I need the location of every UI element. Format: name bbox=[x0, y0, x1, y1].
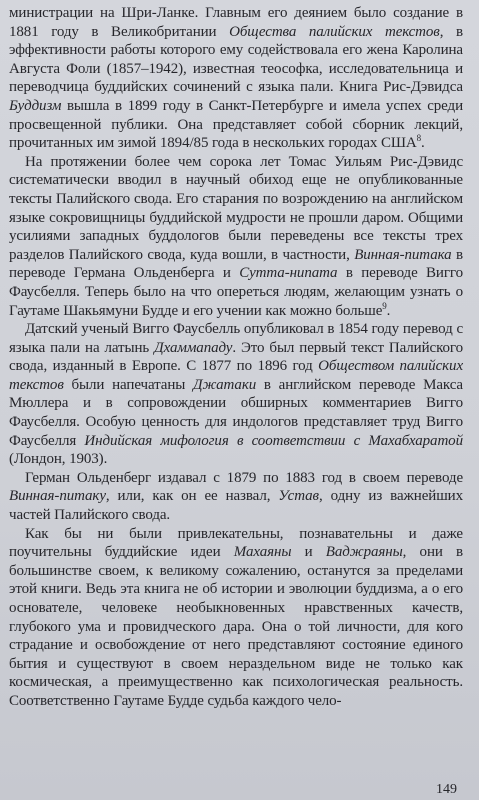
text-run: , или, как он ее назвал, bbox=[105, 488, 279, 505]
text-run: Герман Ольденберг издавал с 1879 по 1883 год в своем переводе bbox=[25, 469, 463, 486]
italic-text: Обществом палийских текстов bbox=[9, 358, 464, 393]
text-run: На протяжении более чем сорока лет Томас Уильям Рис-Дэвидс систематически вводил в научный обиход еще не опубликованные тексты Палийского свода. Его старания по возрождению на английском языке сокровищницы буддийской мудрости не прошли даром. Общими усилиями западных буддологов были переведены все тексты трех разделов Палийского свода, куда вошли, в частности, bbox=[9, 153, 463, 263]
italic-text: Дхаммападу bbox=[154, 339, 233, 356]
italic-text: Ваджраяны bbox=[325, 544, 403, 561]
italic-text: Буддизм bbox=[9, 97, 62, 114]
paragraph bbox=[9, 320, 463, 469]
text-run: Как бы ни были привлекательны, познавательны и даже поучительны буддийские идеи bbox=[9, 525, 463, 561]
italic-text: Винная-питаку bbox=[9, 488, 106, 505]
italic-text: Махаяны bbox=[233, 544, 292, 561]
text-run: в английском переводе Макса Мюллера и в сопровождении обширных комментариев Вигго Фаусбелля. Особую ценность для индологов представляет труд Вигго Фаусбелля bbox=[9, 376, 463, 449]
text-run: в переводе Германа Ольденберга и bbox=[9, 246, 463, 282]
italic-text: Общества палийских текстов bbox=[229, 23, 440, 40]
text-run: . bbox=[421, 135, 425, 152]
text-run: в переводе Вигго Фаусбелля. Теперь было на что опереться людям, желающим узнать о Гаутаме Шакьямуни Будде и его учении как можно больше bbox=[9, 265, 463, 319]
paragraph bbox=[9, 153, 463, 320]
text-run: вышла в 1899 году в Санкт-Петербурге и имела успех среди просвещенной публики. Она представляет собой сборник лекций, прочитанных им зимой 1894/85 года в нескольких городах США bbox=[9, 97, 463, 152]
text-run: , одну из важнейших частей Палийского свода. bbox=[9, 488, 463, 524]
italic-text: Устав bbox=[278, 488, 319, 505]
italic-text: Сутта-нипата bbox=[239, 265, 338, 282]
text-run: , в эффективности работы которого ему содействовала его жена Каролина Августа Фоли (1857–1942), известная теософка, исследовательница и переводчица буддийских сочинений с языка пали. Книга Рис-Дэвидса bbox=[9, 23, 463, 96]
text-run: Датский ученый Вигго Фаусбелль опубликовал в 1854 году перевод с языка пали на латынь bbox=[9, 321, 463, 356]
paragraph bbox=[9, 4, 463, 153]
footnote-ref: 9 bbox=[382, 300, 387, 311]
text-run: (Лондон, 1903). bbox=[9, 451, 108, 468]
text-run: , они в большинстве своем, к великому сожалению, останутся за пределами этой книги. Ведь эта книга не об истории и эволюции буддизма, а о его основателе, человеке необыкновенных нравственных качеств, глубокого ума и провидческого дара. Она о той личности, для кого страдание и освобождение от него представляют состояние единого бытия и существуют в своем нераздельном виде не только как космическая, а преимущественно как психологическая реальность. Соответственно Гаутаме Будде судьба каждого чело- bbox=[9, 544, 464, 709]
text-run: . Это был первый текст Палийского свода, изданный в Европе. С 1877 по 1896 год bbox=[9, 339, 464, 375]
text-run: и bbox=[291, 544, 326, 561]
page-number: 149 bbox=[436, 782, 457, 797]
footnote-ref: 8 bbox=[416, 133, 422, 144]
text-run: министрации на Шри-Ланке. Главным его деянием было создание в 1881 году в Великобритании bbox=[9, 5, 463, 40]
body-text bbox=[9, 4, 463, 711]
italic-text: Винная-питака bbox=[354, 246, 452, 263]
paragraph bbox=[9, 525, 463, 711]
text-run: были напечатаны bbox=[63, 376, 193, 393]
text-run: . bbox=[386, 302, 391, 319]
italic-text: Индийская мифология в соответствии с Махабхаратой bbox=[84, 432, 463, 449]
italic-text: Джатаки bbox=[193, 376, 257, 393]
paragraph bbox=[9, 469, 463, 525]
